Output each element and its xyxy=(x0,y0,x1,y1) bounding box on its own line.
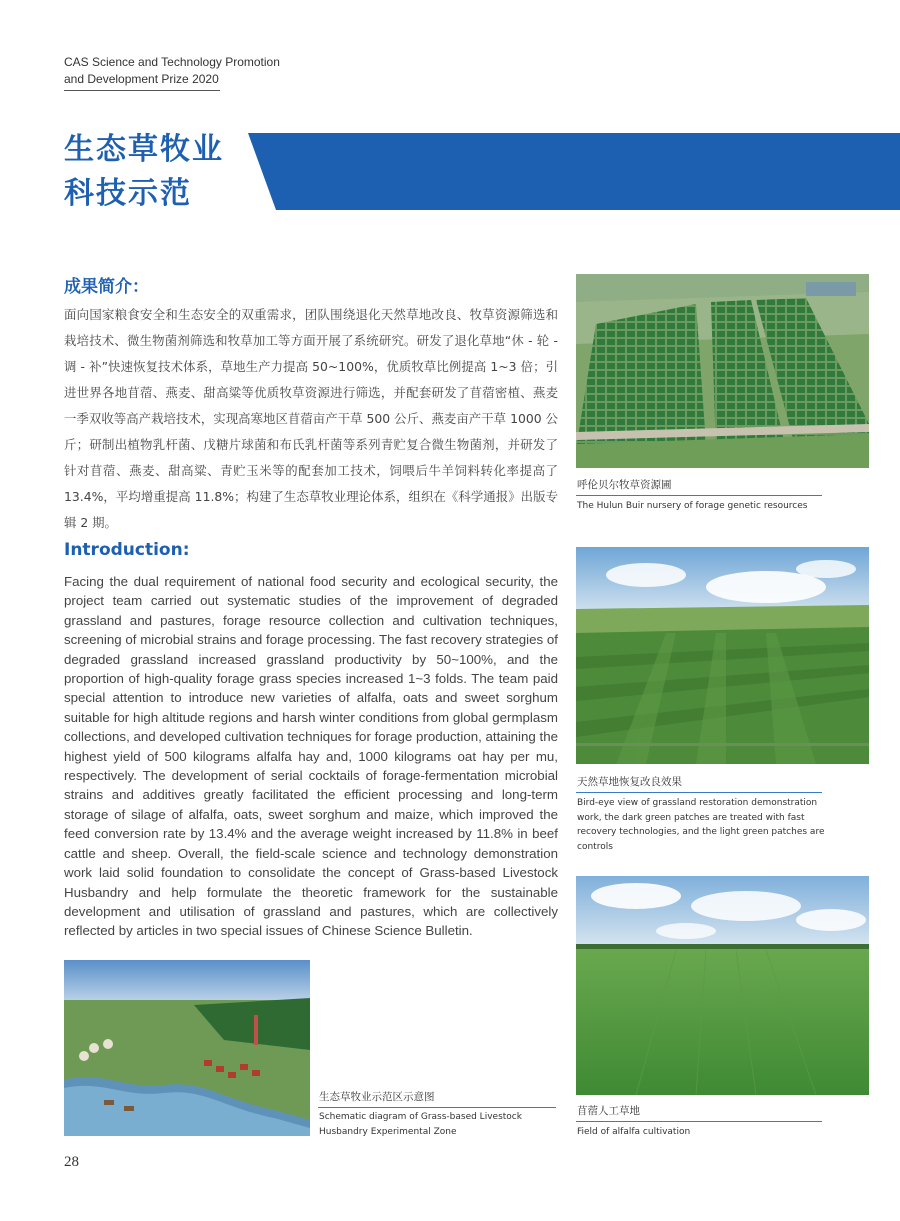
publication-title-line1: CAS Science and Technology Promotion xyxy=(64,55,280,69)
restoration-caption-rule xyxy=(576,792,822,793)
summary-heading-zh: 成果简介： xyxy=(64,277,149,297)
schematic-caption-en-line2: Husbandry Experimental Zone xyxy=(319,1126,457,1137)
restoration-caption-en-line4: controls xyxy=(577,841,613,852)
introduction-body: Facing the dual requirement of national food security and ecological security, the project team carried out systematic studies of the improvement of degraded grassland and pastures, forage resource collection and cultivation techniques, screening of microbial strains and forage processing. The fast recovery strategies of degraded grassland increased grassland productivity by 50~100%, and the proportion of high-quality forage grass species increased 1~3 folds. The team paid special attention to introduce new varieties of alfalfa, oats and sweet sorghum suitable for high altitude regions and harsh winter conditions from global germplasm collections, and developed cultivation techniques for forage production, attaining the highest yield of 500 kilograms alfalfa hay and, 1000 kilograms oat hay per mu, respectively. The development of serial cocktails of forage-fermentation microbial strains and additives greatly facilitated the efficient processing and long-term storage of silage of alfalfa, oats, sweet sorghum and maize, which improved the feed conversion rate by 13.4% and the average weight increased by 11.8% in beef cattle and sheep. Overall, the field-scale science and technology demonstration work laid solid foundation to consolidate the concept of Grass-based Livestock Husbandry and help formulate the theoretic framework for the sustainable development and utilisation of grassland and pastures, which are collectively reflected by articles in two special issues of Chinese Science Bulletin. xyxy=(64,574,558,939)
introduction-heading: Introduction: xyxy=(64,540,190,560)
page-number: 28 xyxy=(64,1154,79,1170)
schematic-caption-zh: 生态草牧业示范区示意图 xyxy=(319,1091,435,1103)
restoration-caption-zh: 天然草地恢复改良效果 xyxy=(577,776,682,788)
schematic-caption-en xyxy=(319,1110,522,1139)
nursery-caption-en: The Hulun Buir nursery of forage genetic resources xyxy=(577,501,808,511)
alfalfa-caption-en: Field of alfalfa cultivation xyxy=(577,1127,691,1137)
title-banner xyxy=(248,133,900,210)
schematic-illustration xyxy=(64,960,310,1136)
header-divider xyxy=(64,90,220,91)
alfalfa-caption-rule xyxy=(576,1121,822,1122)
schematic-caption-rule xyxy=(318,1107,556,1108)
page-title-line1: 生态草牧业 xyxy=(64,132,224,167)
publication-title-line2: and Development Prize 2020 xyxy=(64,72,219,86)
page-title-line2: 科技示范 xyxy=(64,176,192,211)
alfalfa-caption-zh: 苜蓿人工草地 xyxy=(577,1105,640,1117)
nursery-caption-zh: 呼伦贝尔牧草资源圃 xyxy=(577,479,672,491)
restoration-caption-en xyxy=(577,796,824,854)
publication-title xyxy=(64,54,280,88)
page-title xyxy=(64,128,224,216)
restoration-caption-en-line2: work, the dark green patches are treated with fast xyxy=(577,812,805,823)
restoration-caption-en-line1: Bird-eye view of grassland restoration demonstration xyxy=(577,798,818,808)
restoration-photo xyxy=(576,547,869,764)
restoration-caption-en-line3: recovery technologies, and the light green patches are xyxy=(577,827,825,837)
nursery-caption-rule xyxy=(576,495,822,496)
schematic-caption-en-line1: Schematic diagram of Grass-based Livestock xyxy=(319,1112,522,1122)
nursery-photo xyxy=(576,274,869,468)
summary-body-zh: 面向国家粮食安全和生态安全的双重需求，团队围绕退化天然草地改良、牧草资源筛选和栽培技术、微生物菌剂筛选和牧草加工等方面开展了系统研究。研发了退化草地“休 - 轮 - 调 - 补”快速恢复技术体系，草地生产力提高 50~100%，优质牧草比例提高 1~3 倍；引进世界各地苜蓿、燕麦、甜高粱等优质牧草资源进行筛选，并配套研发了苜蓿密植、燕麦一季双收等高产栽培技术，实现高寒地区苜蓿亩产干草 500 公斤、燕麦亩产干草 1000 公斤；研制出植物乳杆菌、戊糖片球菌和布氏乳杆菌等系列青贮复合微生物菌剂，并研发了针对苜蓿、燕麦、甜高粱、青贮玉米等的配套加工技术，饲喂后牛羊饲料转化率提高了 13.4%，平均增重提高 11.8%；构建了生态草牧业理论体系，组织在《科学通报》出版专辑 2 期。 xyxy=(64,307,558,530)
alfalfa-photo xyxy=(576,876,869,1095)
